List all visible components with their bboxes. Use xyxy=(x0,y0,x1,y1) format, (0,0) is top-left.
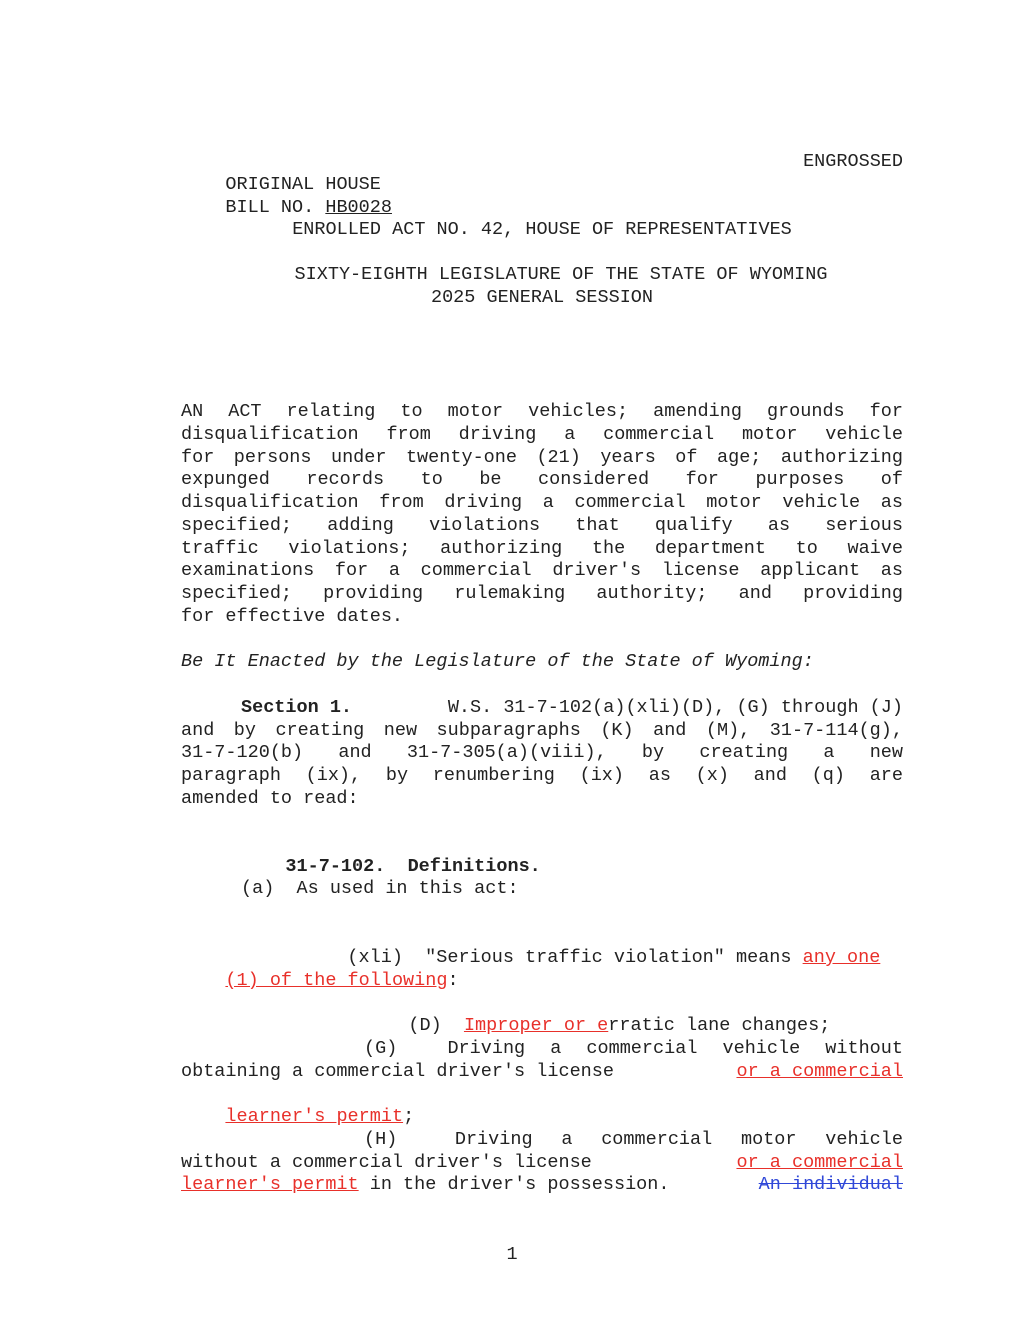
legislature-title: SIXTY-EIGHTH LEGISLATURE OF THE STATE OF WYOMING xyxy=(294,264,828,285)
d-text: rratic lane changes; xyxy=(608,1015,831,1036)
header-line-1 xyxy=(181,150,903,195)
header-original-house: ORIGINAL HOUSE xyxy=(225,174,381,195)
section-1-line: paragraph (ix), by renumbering (ix) as (x) and (q) are xyxy=(181,765,903,786)
xli-insertion: any one xyxy=(802,947,881,968)
subparagraph-d xyxy=(364,991,903,1036)
paragraph-xli-line-1 xyxy=(303,923,903,968)
bill-number: HB0028 xyxy=(325,197,392,218)
h-insertion-continued: learner's permit xyxy=(181,1174,359,1195)
d-insertion: Improper or e xyxy=(463,1015,609,1036)
bill-prefix: BILL NO. xyxy=(225,197,326,218)
g-semicolon: ; xyxy=(403,1106,415,1127)
act-summary-last-line: for effective dates. xyxy=(181,606,404,627)
act-summary-line: traffic violations; authorizing the department to waive xyxy=(181,538,903,559)
session-title: 2025 GENERAL SESSION xyxy=(430,287,654,308)
xli-colon: : xyxy=(447,970,459,991)
header-bill-number xyxy=(181,173,903,218)
act-summary-line: for persons under twenty-one (21) years of age; authorizing xyxy=(181,447,903,468)
section-1-line-1 xyxy=(241,696,903,719)
subparagraph-h-line-2 xyxy=(181,1151,903,1174)
header-engrossed: ENGROSSED xyxy=(803,151,903,172)
page-number: 1 xyxy=(506,1244,518,1265)
subparagraph-g-line-3 xyxy=(181,1082,903,1127)
section-1-line: and by creating new subparagraphs (K) and (M), 31-7-114(g), xyxy=(181,720,903,741)
enacting-clause: Be It Enacted by the Legislature of the State of Wyoming: xyxy=(181,651,814,672)
h-insertion: or a commercial xyxy=(736,1152,903,1173)
h-deletion: An individual xyxy=(758,1174,903,1195)
statute-number: 31-7-102. xyxy=(285,856,386,877)
section-1-label: Section 1. xyxy=(241,697,353,718)
xli-text: (xli) "Serious traffic violation" means xyxy=(347,947,803,968)
subsection-a: (a) As used in this act: xyxy=(241,878,519,899)
act-summary-line: disqualification from driving a commercial motor vehicle xyxy=(181,424,903,445)
act-summary-line: AN ACT relating to motor vehicles; amending grounds for xyxy=(181,401,903,422)
g-insertion: or a commercial xyxy=(736,1061,903,1082)
h-text: without a commercial driver's license xyxy=(181,1152,603,1173)
section-1-citation: W.S. 31-7-102(a)(xli)(D), (G) through (J) xyxy=(447,697,903,718)
section-1-line: 31-7-120(b) and 31-7-305(a)(viii), by creating a new xyxy=(181,742,903,763)
act-summary-line: specified; providing rulemaking authority; and providing xyxy=(181,583,903,604)
section-1-last-line: amended to read: xyxy=(181,788,359,809)
subparagraph-h-line-3 xyxy=(181,1173,903,1196)
statute-heading xyxy=(241,832,903,877)
h-text-continued: in the driver's possession. xyxy=(358,1174,681,1195)
g-insertion-continued: learner's permit xyxy=(225,1106,404,1127)
statute-title: Definitions. xyxy=(407,856,541,877)
act-summary-line: disqualification from driving a commercial motor vehicle as xyxy=(181,492,903,513)
act-summary-line: examinations for a commercial driver's license applicant as xyxy=(181,560,903,581)
act-summary-line: expunged records to be considered for purposes of xyxy=(181,469,903,490)
subparagraph-h-line-1: (H) Driving a commercial motor vehicle xyxy=(364,1129,903,1150)
d-label: (D) xyxy=(408,1015,464,1036)
paragraph-xli-line-2 xyxy=(181,946,903,991)
act-summary-line: specified; adding violations that qualify as serious xyxy=(181,515,903,536)
subparagraph-g-line-1: (G) Driving a commercial vehicle without xyxy=(364,1038,903,1059)
subparagraph-g-line-2 xyxy=(181,1060,903,1083)
xli-insertion-continued: (1) of the following xyxy=(225,970,448,991)
enrolled-act-title: ENROLLED ACT NO. 42, HOUSE OF REPRESENTATIVES xyxy=(292,219,792,240)
g-text: obtaining a commercial driver's license xyxy=(181,1061,626,1082)
